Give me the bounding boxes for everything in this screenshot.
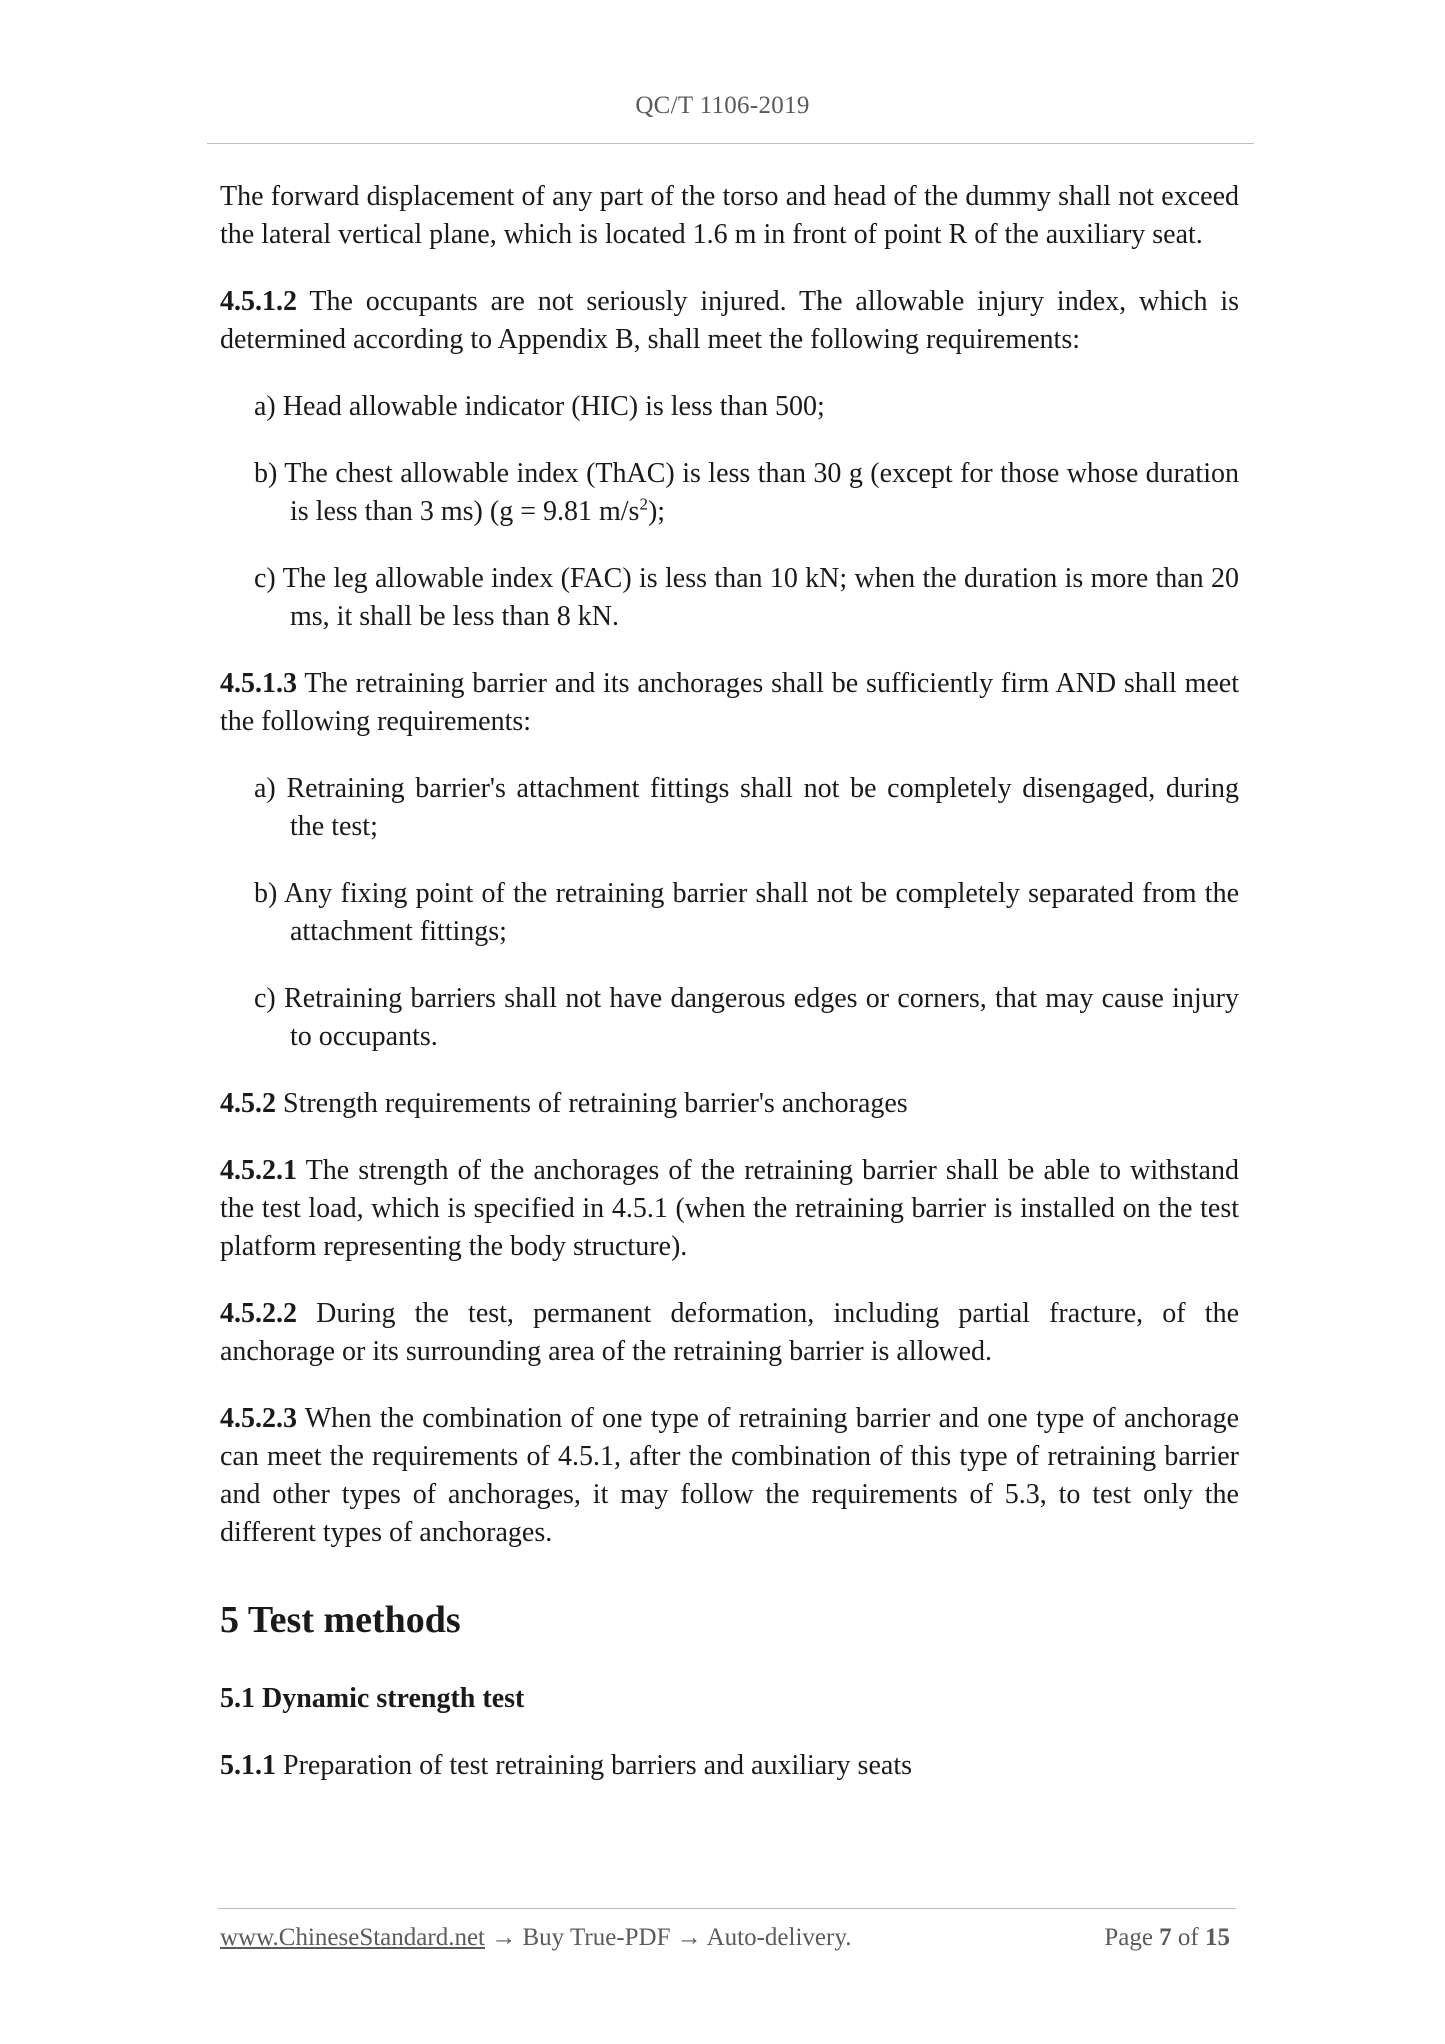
clause-number: 4.5.2.1 <box>220 1155 297 1186</box>
arrow-right-icon: → <box>670 1924 707 1951</box>
paragraph-text: The forward displacement of any part of the torso and head of the dummy shall not exceed the lateral vertical plane, which is located 1.6 m in front of point R of the auxiliary seat. <box>220 181 1239 250</box>
clause-number: 4.5.1.3 <box>220 668 297 699</box>
page-total: 15 <box>1205 1924 1230 1951</box>
footer-promo <box>220 1924 851 1952</box>
list-item-text: Head allowable indicator (HIC) is less than 500; <box>275 391 825 422</box>
header-divider <box>207 143 1254 144</box>
clause-4-5-2-3 <box>220 1400 1239 1552</box>
page-number: 7 <box>1159 1924 1172 1951</box>
list-marker: a) <box>254 391 276 422</box>
clause-number: 5.1.1 <box>220 1750 276 1781</box>
list-item-text: The leg allowable index (FAC) is less than 10 kN; when the duration is more than 20 ms, it shall be less than 8 kN. <box>275 563 1239 632</box>
list-item-injury-c <box>220 560 1239 636</box>
clause-number: 4.5.2.2 <box>220 1298 297 1329</box>
of-label: of <box>1171 1924 1205 1951</box>
clause-text: Preparation of test retraining barriers and auxiliary seats <box>276 1750 912 1781</box>
running-header: QC/T 1106-2019 <box>635 92 810 119</box>
clause-5-1-1 <box>220 1747 1239 1785</box>
website-link[interactable]: www.ChineseStandard.net <box>220 1924 485 1951</box>
arrow-right-icon: → <box>485 1924 523 1951</box>
delivery-text: Auto-delivery. <box>706 1924 852 1951</box>
clause-text: Strength requirements of retraining barrier's anchorages <box>276 1088 908 1119</box>
clause-text: The occupants are not seriously injured. The allowable injury index, which is determined according to Appendix B, shall meet the following requirements: <box>220 286 1239 355</box>
clause-number: 4.5.1.2 <box>220 286 297 317</box>
clause-text: The retraining barrier and its anchorages shall be sufficiently firm AND shall meet the following requirements: <box>220 668 1239 737</box>
list-marker: b) <box>254 458 278 489</box>
clause-number: 4.5.2.3 <box>220 1403 297 1434</box>
clause-4-5-2-2 <box>220 1295 1239 1371</box>
list-item-barrier-c <box>220 980 1239 1056</box>
page-footer <box>220 1924 1230 1964</box>
page-label: Page <box>1104 1924 1160 1951</box>
list-marker: c) <box>254 563 276 594</box>
list-item-text: The chest allowable index (ThAC) is less than 30 g (except for those whose duration is less than 3 ms) (g = 9.81 m/s <box>277 458 1239 527</box>
clause-4-5-2 <box>220 1085 1239 1123</box>
list-item-text: Retraining barrier's attachment fittings shall not be completely disengaged, during the test; <box>275 773 1239 842</box>
section-heading-5: 5 Test methods <box>220 1599 461 1641</box>
list-marker: a) <box>254 773 276 804</box>
list-marker: c) <box>254 983 276 1014</box>
document-body <box>220 178 1239 1814</box>
footer-divider <box>218 1908 1236 1909</box>
list-item-text: Retraining barriers shall not have dangerous edges or corners, that may cause injury to occupants. <box>275 983 1239 1052</box>
clause-4-5-1-3 <box>220 665 1239 741</box>
list-item-injury-a <box>220 388 1239 426</box>
list-item-text: Any fixing point of the retraining barrier shall not be completely separated from the attachment fittings; <box>277 878 1239 947</box>
list-item-text-end: ); <box>647 496 666 527</box>
list-item-barrier-a <box>220 770 1239 846</box>
clause-text: The strength of the anchorages of the retraining barrier shall be able to withstand the test load, which is specified in 4.5.1 (when the retraining barrier is installed on the test platform representing the body structure). <box>220 1155 1239 1262</box>
buy-text: Buy True-PDF <box>522 1924 671 1951</box>
list-item-injury-b <box>220 455 1239 531</box>
superscript: 2 <box>639 494 648 514</box>
clause-number: 4.5.2 <box>220 1088 276 1119</box>
clause-text: During the test, permanent deformation, including partial fracture, of the anchorage or its surrounding area of the retraining barrier is allowed. <box>220 1298 1239 1367</box>
list-item-barrier-b <box>220 875 1239 951</box>
page-indicator <box>1104 1924 1230 1952</box>
intro-paragraph <box>220 178 1239 254</box>
list-marker: b) <box>254 878 278 909</box>
subsection-heading-5-1: 5.1 Dynamic strength test <box>220 1683 525 1714</box>
clause-4-5-2-1 <box>220 1152 1239 1266</box>
clause-4-5-1-2 <box>220 283 1239 359</box>
clause-text: When the combination of one type of retraining barrier and one type of anchorage can meet the requirements of 4.5.1, after the combination of this type of retraining barrier and other types of anchorages, it may follow the requirements of 5.3, to test only the different types of anchorages. <box>220 1403 1239 1548</box>
